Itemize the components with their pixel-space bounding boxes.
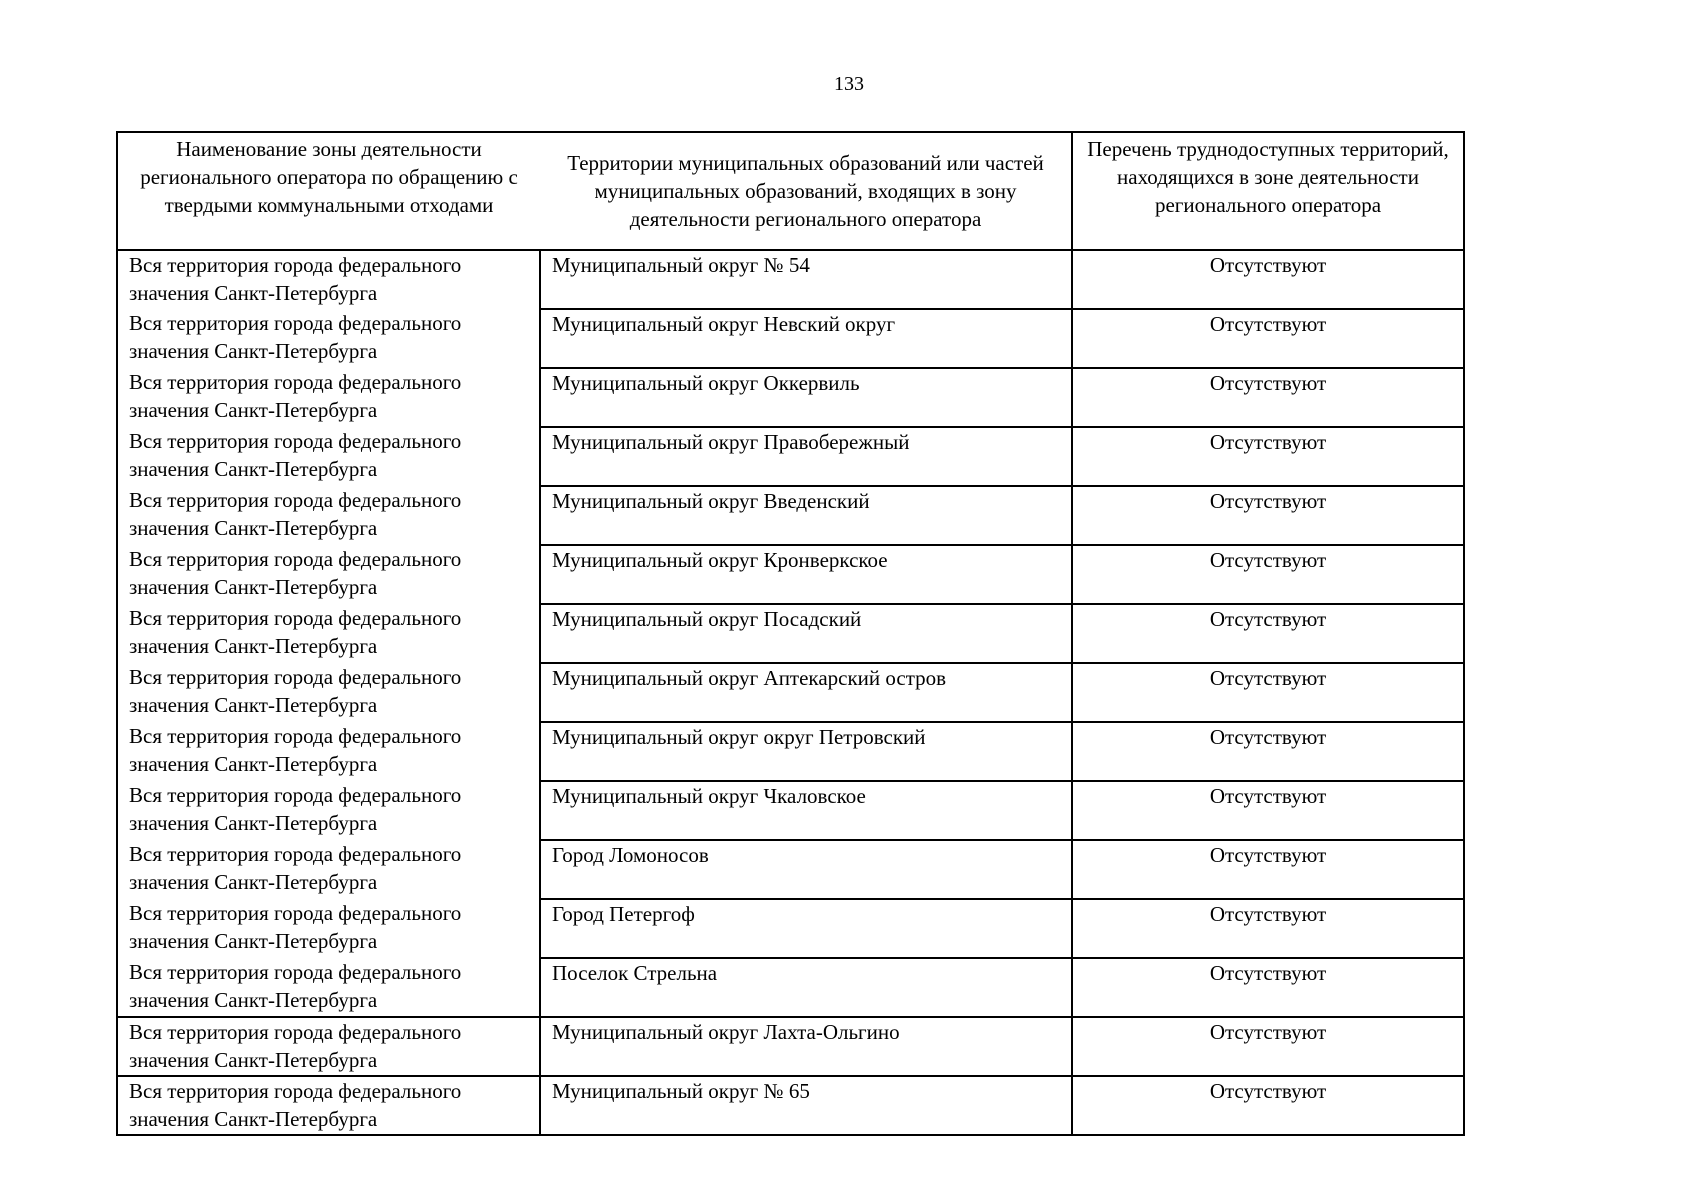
table-row	[117, 604, 1464, 663]
municipal-territory-cell: Муниципальный округ Посадский	[540, 604, 1072, 663]
municipal-territory-cell: Город Петергоф	[540, 899, 1072, 958]
table-row	[117, 545, 1464, 604]
zone-name-cell: Вся территория города федерального значения Санкт-Петербурга	[117, 250, 540, 309]
table-row	[117, 427, 1464, 486]
table-row	[117, 663, 1464, 722]
header-zone-name: Наименование зоны деятельности регионального оператора по обращению с твердыми коммунальными отходами	[117, 132, 540, 250]
municipal-territory-cell: Муниципальный округ Аптекарский остров	[540, 663, 1072, 722]
table-row	[117, 309, 1464, 368]
table-body	[117, 250, 1464, 1135]
zone-name-cell: Вся территория города федерального значения Санкт-Петербурга	[117, 486, 540, 545]
municipal-territory-cell: Поселок Стрельна	[540, 958, 1072, 1017]
zone-name-cell: Вся территория города федерального значения Санкт-Петербурга	[117, 368, 540, 427]
zone-name-cell: Вся территория города федерального значения Санкт-Петербурга	[117, 1076, 540, 1135]
header-remote-territories: Перечень труднодоступных территорий, находящихся в зоне деятельности регионального оператора	[1072, 132, 1464, 250]
remote-territories-cell: Отсутствуют	[1072, 781, 1464, 840]
remote-territories-cell: Отсутствуют	[1072, 1017, 1464, 1076]
remote-territories-cell: Отсутствуют	[1072, 958, 1464, 1017]
municipal-territory-cell: Город Ломоносов	[540, 840, 1072, 899]
territories-table	[116, 131, 1465, 1136]
municipal-territory-cell: Муниципальный округ Правобережный	[540, 427, 1072, 486]
municipal-territory-cell: Муниципальный округ Кронверкское	[540, 545, 1072, 604]
zone-name-cell: Вся территория города федерального значения Санкт-Петербурга	[117, 840, 540, 899]
table-row	[117, 1017, 1464, 1076]
remote-territories-cell: Отсутствуют	[1072, 722, 1464, 781]
remote-territories-cell: Отсутствуют	[1072, 250, 1464, 309]
zone-name-cell: Вся территория города федерального значения Санкт-Петербурга	[117, 545, 540, 604]
table-row	[117, 899, 1464, 958]
municipal-territory-cell: Муниципальный округ Чкаловское	[540, 781, 1072, 840]
municipal-territory-cell: Муниципальный округ Введенский	[540, 486, 1072, 545]
zone-name-cell: Вся территория города федерального значения Санкт-Петербурга	[117, 958, 540, 1017]
header-municipal-territories: Территории муниципальных образований или частей муниципальных образований, входящих в зону деятельности регионального оператора	[540, 132, 1072, 250]
remote-territories-cell: Отсутствуют	[1072, 840, 1464, 899]
municipal-territory-cell: Муниципальный округ № 54	[540, 250, 1072, 309]
zone-name-cell: Вся территория города федерального значения Санкт-Петербурга	[117, 1017, 540, 1076]
table-row	[117, 250, 1464, 309]
remote-territories-cell: Отсутствуют	[1072, 309, 1464, 368]
municipal-territory-cell: Муниципальный округ № 65	[540, 1076, 1072, 1135]
remote-territories-cell: Отсутствуют	[1072, 427, 1464, 486]
zone-name-cell: Вся территория города федерального значения Санкт-Петербурга	[117, 427, 540, 486]
table-row	[117, 368, 1464, 427]
remote-territories-cell: Отсутствуют	[1072, 545, 1464, 604]
remote-territories-cell: Отсутствуют	[1072, 663, 1464, 722]
remote-territories-cell: Отсутствуют	[1072, 604, 1464, 663]
zone-name-cell: Вся территория города федерального значения Санкт-Петербурга	[117, 722, 540, 781]
table-row	[117, 486, 1464, 545]
table-header	[117, 132, 1464, 250]
municipal-territory-cell: Муниципальный округ Невский округ	[540, 309, 1072, 368]
table-row	[117, 1076, 1464, 1135]
remote-territories-cell: Отсутствуют	[1072, 1076, 1464, 1135]
zone-name-cell: Вся территория города федерального значения Санкт-Петербурга	[117, 663, 540, 722]
page-number: 133	[834, 73, 864, 95]
header-row	[117, 132, 1464, 250]
remote-territories-cell: Отсутствуют	[1072, 899, 1464, 958]
table-row	[117, 958, 1464, 1017]
zone-name-cell: Вся территория города федерального значения Санкт-Петербурга	[117, 309, 540, 368]
municipal-territory-cell: Муниципальный округ Лахта-Ольгино	[540, 1017, 1072, 1076]
remote-territories-cell: Отсутствуют	[1072, 486, 1464, 545]
remote-territories-cell: Отсутствуют	[1072, 368, 1464, 427]
municipal-territory-cell: Муниципальный округ округ Петровский	[540, 722, 1072, 781]
table-row	[117, 781, 1464, 840]
table-row	[117, 840, 1464, 899]
municipal-territory-cell: Муниципальный округ Оккервиль	[540, 368, 1072, 427]
zone-name-cell: Вся территория города федерального значения Санкт-Петербурга	[117, 781, 540, 840]
zone-name-cell: Вся территория города федерального значения Санкт-Петербурга	[117, 899, 540, 958]
zone-name-cell: Вся территория города федерального значения Санкт-Петербурга	[117, 604, 540, 663]
table-row	[117, 722, 1464, 781]
